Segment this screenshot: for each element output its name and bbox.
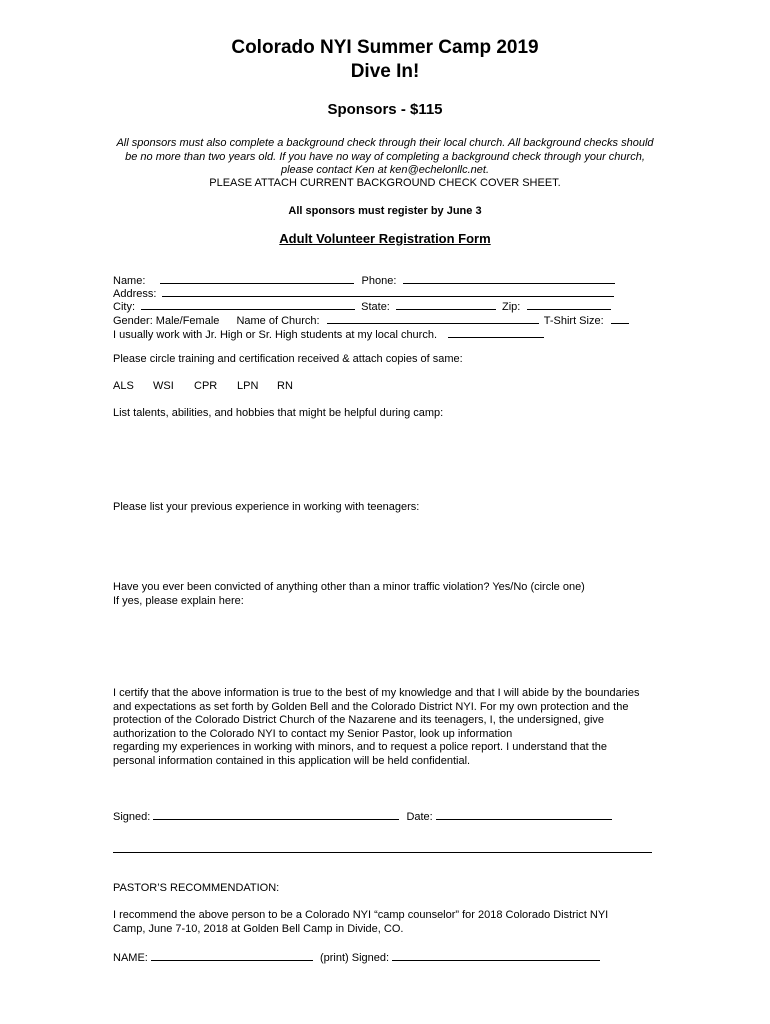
tshirt-label: T-Shirt Size: <box>543 315 604 327</box>
signature-row <box>113 809 612 825</box>
sponsors-fee: Sponsors - $115 <box>327 101 443 118</box>
section-divider <box>113 852 652 853</box>
experience-answer-area[interactable] <box>113 518 658 578</box>
certify-line: personal information contained in this application will be held confidential. <box>113 754 471 767</box>
zip-label: Zip: <box>502 301 521 313</box>
address-label: Address: <box>113 288 157 300</box>
works-with-field[interactable] <box>448 327 544 338</box>
tshirt-field[interactable] <box>611 313 629 324</box>
page-title: Colorado NYI Summer Camp 2019 <box>231 37 539 58</box>
signed-label: Signed: <box>113 811 151 823</box>
talents-answer-area[interactable] <box>113 424 658 494</box>
cert-option-rn[interactable]: RN <box>277 380 293 392</box>
date-field[interactable] <box>436 809 612 820</box>
pastor-heading: PASTOR’S RECOMMENDATION: <box>113 882 280 894</box>
phone-field[interactable] <box>403 273 615 284</box>
background-check-notice: All sponsors must also complete a background check through their local church. All background checks should be no more than two years old. If you have no way of completing a background check through your church, please contact Ken at ken@echelonllc.net. <box>116 137 654 176</box>
cert-option-cpr[interactable]: CPR <box>194 380 218 392</box>
pastor-signature-field[interactable] <box>392 950 600 961</box>
city-label: City: <box>113 301 135 313</box>
church-label: Name of Church: <box>236 315 320 327</box>
certify-line: authorization to the Colorado NYI to contact my Senior Pastor, look up information <box>113 727 513 740</box>
works-with-label: I usually work with Jr. High or Sr. High students at my local church. <box>113 329 438 341</box>
experience-prompt: Please list your previous experience in working with teenagers: <box>113 501 420 513</box>
works-with-row <box>113 327 544 343</box>
page-subtitle: Dive In! <box>350 61 420 82</box>
certification-statement <box>113 687 673 768</box>
pastor-signed-label: (print) Signed: <box>319 952 390 964</box>
cert-option-wsi[interactable]: WSI <box>153 380 174 392</box>
conviction-prompt: Have you ever been convicted of anything other than a minor traffic violation? Yes/No (circle one) <box>113 581 585 593</box>
name-label: Name: <box>113 275 146 287</box>
state-label: State: <box>361 301 390 313</box>
form-title: Adult Volunteer Registration Form <box>279 231 491 246</box>
explain-prompt: If yes, please explain here: <box>113 595 244 607</box>
pastor-recommendation-text <box>113 909 673 936</box>
phone-label: Phone: <box>361 275 397 287</box>
recommend-line: I recommend the above person to be a Colorado NYI “camp counselor” for 2018 Colorado District NYI <box>113 909 609 921</box>
attach-notice: PLEASE ATTACH CURRENT BACKGROUND CHECK COVER SHEET. <box>209 177 561 189</box>
recommend-line: Camp, June 7-10, 2018 at Golden Bell Camp in Divide, CO. <box>113 922 404 935</box>
pastor-name-label: NAME: <box>113 952 148 964</box>
zip-field[interactable] <box>527 299 611 310</box>
church-field[interactable] <box>327 313 539 324</box>
certify-line: regarding my experiences in working with minors, and to request a police report. I understand that the <box>113 741 608 753</box>
state-field[interactable] <box>396 299 496 310</box>
name-field[interactable] <box>160 273 354 284</box>
explain-answer-area[interactable] <box>113 612 658 682</box>
address-field[interactable] <box>162 286 614 297</box>
certify-line: protection of the Colorado District Church of the Nazarene and its teenagers, I, the undersigned, give <box>113 714 605 726</box>
date-label: Date: <box>406 811 433 823</box>
cert-option-als[interactable]: ALS <box>113 380 134 392</box>
registration-deadline: All sponsors must register by June 3 <box>288 205 482 217</box>
training-prompt: Please circle training and certification received & attach copies of same: <box>113 353 463 365</box>
pastor-signature-row <box>113 950 600 966</box>
talents-prompt: List talents, abilities, and hobbies that might be helpful during camp: <box>113 407 444 419</box>
certify-line: I certify that the above information is true to the best of my knowledge and that I will abide by the boundaries <box>113 687 640 699</box>
signature-field[interactable] <box>153 809 399 820</box>
gender-label[interactable]: Gender: Male/Female <box>113 315 220 327</box>
pastor-name-field[interactable] <box>151 950 313 961</box>
certify-line: and expectations as set forth by Golden Bell and the Colorado District NYI. For my own protection and the <box>113 700 629 713</box>
city-field[interactable] <box>141 299 355 310</box>
cert-option-lpn[interactable]: LPN <box>237 380 259 392</box>
